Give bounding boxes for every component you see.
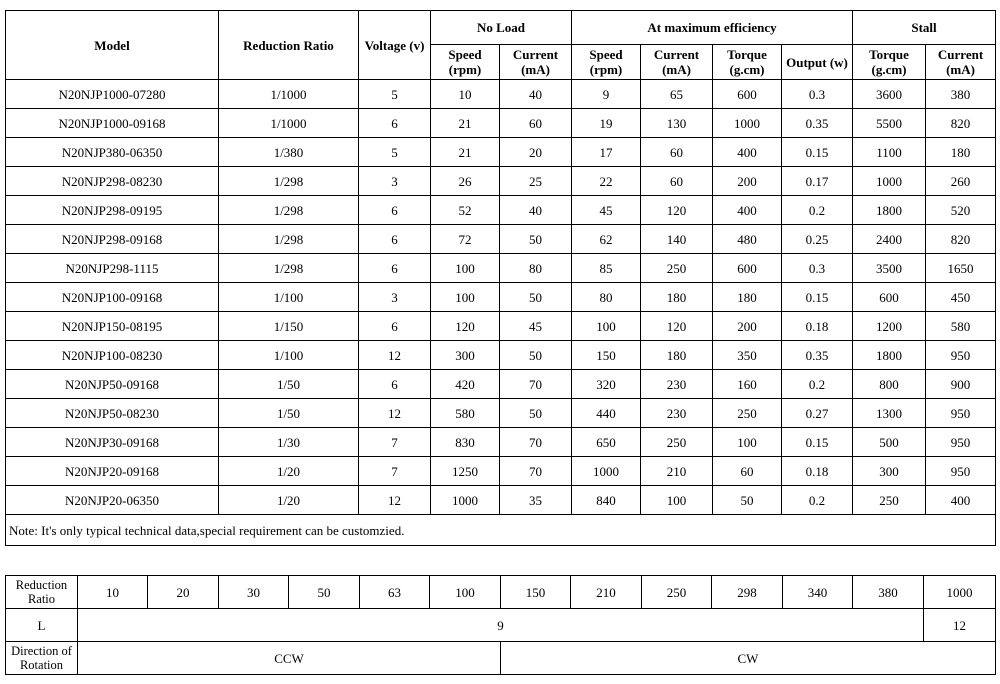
table-cell: 800 — [853, 370, 926, 399]
table-cell: 1800 — [853, 341, 926, 370]
table-cell: 520 — [926, 196, 996, 225]
table-cell: 12 — [359, 399, 431, 428]
table-cell: 1/50 — [219, 370, 359, 399]
table-cell: 1/298 — [219, 167, 359, 196]
table-cell: 0.2 — [782, 196, 853, 225]
table-cell: 100 — [431, 254, 500, 283]
table-cell: 950 — [926, 428, 996, 457]
table-cell: 180 — [713, 283, 782, 312]
table-cell: 45 — [500, 312, 572, 341]
table-cell: 0.35 — [782, 341, 853, 370]
l-value-main: 9 — [78, 609, 924, 642]
table-cell: 2400 — [853, 225, 926, 254]
table-cell: 20 — [500, 138, 572, 167]
table-cell: 1/30 — [219, 428, 359, 457]
table-cell: 500 — [853, 428, 926, 457]
table-cell: 1/298 — [219, 225, 359, 254]
table-cell: 0.15 — [782, 428, 853, 457]
table-cell: 6 — [359, 370, 431, 399]
table-cell: 950 — [926, 457, 996, 486]
table-cell: 0.3 — [782, 80, 853, 109]
table-row — [6, 283, 996, 312]
table-row — [6, 225, 996, 254]
table-cell: 40 — [500, 196, 572, 225]
table-cell: 0.2 — [782, 370, 853, 399]
table-cell: 9 — [572, 80, 641, 109]
table-cell: 380 — [926, 80, 996, 109]
table-cell: 80 — [572, 283, 641, 312]
table-cell: 120 — [641, 312, 713, 341]
table-row — [6, 399, 996, 428]
table-cell: 120 — [641, 196, 713, 225]
table-cell: 260 — [926, 167, 996, 196]
table-cell: 650 — [572, 428, 641, 457]
table-cell: 19 — [572, 109, 641, 138]
table-cell: 17 — [572, 138, 641, 167]
table-cell: 7 — [359, 457, 431, 486]
table-cell: 600 — [713, 254, 782, 283]
table-cell: 450 — [926, 283, 996, 312]
ratio-value: 63 — [360, 576, 430, 609]
header-stall: Stall — [853, 11, 996, 45]
table-note: Note: It's only typical technical data,special requirement can be customzied. — [6, 515, 996, 546]
table-cell: 480 — [713, 225, 782, 254]
table-cell: 180 — [926, 138, 996, 167]
motor-spec-table — [5, 10, 996, 546]
ratio-table — [5, 575, 996, 675]
table-row — [6, 457, 996, 486]
table-cell: 100 — [641, 486, 713, 515]
table-cell: N20NJP50-09168 — [6, 370, 219, 399]
table-cell: 140 — [641, 225, 713, 254]
table-cell: N20NJP1000-07280 — [6, 80, 219, 109]
table-cell: 6 — [359, 225, 431, 254]
table-cell: N20NJP100-08230 — [6, 341, 219, 370]
table-cell: 250 — [713, 399, 782, 428]
table-cell: 0.18 — [782, 312, 853, 341]
table-cell: 600 — [713, 80, 782, 109]
table-cell: 60 — [641, 138, 713, 167]
table-cell: 1/100 — [219, 341, 359, 370]
table-cell: 250 — [641, 254, 713, 283]
table-cell: 0.25 — [782, 225, 853, 254]
table-cell: 200 — [713, 167, 782, 196]
table-cell: 160 — [713, 370, 782, 399]
table-cell: 6 — [359, 312, 431, 341]
table-cell: 1000 — [572, 457, 641, 486]
table-cell: 230 — [641, 399, 713, 428]
table-cell: 320 — [572, 370, 641, 399]
table-cell: 200 — [713, 312, 782, 341]
header-no-load: No Load — [431, 11, 572, 45]
table-cell: 580 — [431, 399, 500, 428]
ratio-value: 298 — [712, 576, 783, 609]
table-row — [6, 428, 996, 457]
table-cell: 950 — [926, 341, 996, 370]
table-cell: N20NJP30-09168 — [6, 428, 219, 457]
table-cell: 22 — [572, 167, 641, 196]
table-cell: 0.27 — [782, 399, 853, 428]
table-cell: 1/100 — [219, 283, 359, 312]
ratio-value: 20 — [148, 576, 219, 609]
table-cell: 1/1000 — [219, 80, 359, 109]
table-cell: 52 — [431, 196, 500, 225]
table-cell: 300 — [431, 341, 500, 370]
table-cell: 900 — [926, 370, 996, 399]
table-cell: 5500 — [853, 109, 926, 138]
table-cell: 21 — [431, 109, 500, 138]
table-cell: 70 — [500, 457, 572, 486]
table-cell: 6 — [359, 196, 431, 225]
table-cell: 820 — [926, 225, 996, 254]
table-cell: 420 — [431, 370, 500, 399]
header-stall-current: Current (mA) — [926, 45, 996, 80]
ratio-value: 100 — [430, 576, 501, 609]
table-cell: 45 — [572, 196, 641, 225]
table-cell: 250 — [853, 486, 926, 515]
ratio-value: 380 — [853, 576, 924, 609]
l-value-last: 12 — [924, 609, 996, 642]
table-cell: 0.15 — [782, 283, 853, 312]
table-cell: 250 — [641, 428, 713, 457]
table-cell: 120 — [431, 312, 500, 341]
table-cell: 72 — [431, 225, 500, 254]
table-cell: N20NJP20-09168 — [6, 457, 219, 486]
table-cell: 950 — [926, 399, 996, 428]
l-label: L — [6, 609, 78, 642]
table-cell: 5 — [359, 138, 431, 167]
table-cell: 400 — [713, 196, 782, 225]
table-cell: 1/150 — [219, 312, 359, 341]
table-cell: 1/1000 — [219, 109, 359, 138]
table-cell: N20NJP1000-09168 — [6, 109, 219, 138]
table-row — [6, 196, 996, 225]
table-cell: 1300 — [853, 399, 926, 428]
table-cell: 0.35 — [782, 109, 853, 138]
table-cell: 7 — [359, 428, 431, 457]
table-cell: 100 — [431, 283, 500, 312]
table-cell: 440 — [572, 399, 641, 428]
table-cell: 100 — [572, 312, 641, 341]
table-cell: N20NJP50-08230 — [6, 399, 219, 428]
header-eff-current: Current (mA) — [641, 45, 713, 80]
table-cell: 12 — [359, 341, 431, 370]
table-cell: 50 — [500, 283, 572, 312]
table-cell: 180 — [641, 283, 713, 312]
ratio-value: 150 — [501, 576, 571, 609]
table-cell: N20NJP298-09168 — [6, 225, 219, 254]
table-cell: 3 — [359, 167, 431, 196]
table-cell: 1/50 — [219, 399, 359, 428]
table-cell: 0.3 — [782, 254, 853, 283]
table-cell: 50 — [500, 399, 572, 428]
table-cell: 1650 — [926, 254, 996, 283]
table-cell: 180 — [641, 341, 713, 370]
table-cell: 0.15 — [782, 138, 853, 167]
table-cell: 0.17 — [782, 167, 853, 196]
table-row — [6, 138, 996, 167]
ratio-value: 10 — [78, 576, 148, 609]
header-eff-output: Output (w) — [782, 45, 853, 80]
table-cell: 580 — [926, 312, 996, 341]
table-cell: 65 — [641, 80, 713, 109]
table-row — [6, 254, 996, 283]
table-cell: 50 — [500, 341, 572, 370]
table-cell: 21 — [431, 138, 500, 167]
table-cell: 6 — [359, 254, 431, 283]
table-cell: 150 — [572, 341, 641, 370]
table-cell: 830 — [431, 428, 500, 457]
table-row — [6, 312, 996, 341]
table-cell: N20NJP298-08230 — [6, 167, 219, 196]
table-cell: 230 — [641, 370, 713, 399]
table-cell: N20NJP150-08195 — [6, 312, 219, 341]
table-cell: 820 — [926, 109, 996, 138]
table-cell: 80 — [500, 254, 572, 283]
table-row — [6, 167, 996, 196]
table-row — [6, 370, 996, 399]
table-cell: 0.18 — [782, 457, 853, 486]
table-cell: 1000 — [431, 486, 500, 515]
table-cell: 25 — [500, 167, 572, 196]
table-row — [6, 80, 996, 109]
table-cell: 0.2 — [782, 486, 853, 515]
header-stall-torque: Torque (g.cm) — [853, 45, 926, 80]
direction-cw: CW — [501, 642, 996, 675]
header-eff-torque: Torque (g.cm) — [713, 45, 782, 80]
ratio-value: 340 — [783, 576, 853, 609]
table-cell: 60 — [641, 167, 713, 196]
table-cell: 12 — [359, 486, 431, 515]
table-cell: 210 — [641, 457, 713, 486]
table-cell: 350 — [713, 341, 782, 370]
table-cell: 400 — [713, 138, 782, 167]
table-cell: N20NJP100-09168 — [6, 283, 219, 312]
table-cell: 62 — [572, 225, 641, 254]
table-cell: 1/20 — [219, 457, 359, 486]
ratio-value: 1000 — [924, 576, 996, 609]
table-cell: 100 — [713, 428, 782, 457]
table-row — [6, 486, 996, 515]
header-no-load-current: Current (mA) — [500, 45, 572, 80]
table-cell: 1000 — [853, 167, 926, 196]
ratio-value: 30 — [219, 576, 289, 609]
header-no-load-speed: Speed (rpm) — [431, 45, 500, 80]
table-cell: 1200 — [853, 312, 926, 341]
table-cell: 300 — [853, 457, 926, 486]
ratio-value: 250 — [642, 576, 712, 609]
header-model: Model — [6, 11, 219, 80]
table-cell: 130 — [641, 109, 713, 138]
table-cell: 70 — [500, 370, 572, 399]
header-eff-speed: Speed (rpm) — [572, 45, 641, 80]
direction-label: Direction of Rotation — [6, 642, 78, 675]
table-cell: 50 — [713, 486, 782, 515]
table-cell: 1100 — [853, 138, 926, 167]
table-cell: 3600 — [853, 80, 926, 109]
table-cell: 50 — [500, 225, 572, 254]
table-cell: 600 — [853, 283, 926, 312]
table-cell: 1800 — [853, 196, 926, 225]
table-cell: N20NJP20-06350 — [6, 486, 219, 515]
table-cell: 40 — [500, 80, 572, 109]
table-cell: 26 — [431, 167, 500, 196]
ratio-value: 210 — [571, 576, 642, 609]
table-cell: 70 — [500, 428, 572, 457]
table-cell: N20NJP298-1115 — [6, 254, 219, 283]
table-row — [6, 341, 996, 370]
direction-ccw: CCW — [78, 642, 501, 675]
table-cell: 35 — [500, 486, 572, 515]
table-cell: 6 — [359, 109, 431, 138]
table-cell: 840 — [572, 486, 641, 515]
table-cell: 5 — [359, 80, 431, 109]
ratio-value: 50 — [289, 576, 360, 609]
table-cell: 1/298 — [219, 196, 359, 225]
header-voltage: Voltage (v) — [359, 11, 431, 80]
table-cell: 400 — [926, 486, 996, 515]
header-max-efficiency: At maximum efficiency — [572, 11, 853, 45]
table-cell: 3 — [359, 283, 431, 312]
reduction-ratio-label: Reduction Ratio — [6, 576, 78, 609]
table-cell: 60 — [500, 109, 572, 138]
table-row — [6, 109, 996, 138]
table-cell: 1/380 — [219, 138, 359, 167]
header-reduction-ratio: Reduction Ratio — [219, 11, 359, 80]
table-cell: 60 — [713, 457, 782, 486]
table-cell: 1250 — [431, 457, 500, 486]
table-cell: 85 — [572, 254, 641, 283]
table-cell: 1/20 — [219, 486, 359, 515]
table-cell: 3500 — [853, 254, 926, 283]
table-cell: 10 — [431, 80, 500, 109]
table-cell: 1/298 — [219, 254, 359, 283]
table-cell: N20NJP380-06350 — [6, 138, 219, 167]
table-cell: 1000 — [713, 109, 782, 138]
table-cell: N20NJP298-09195 — [6, 196, 219, 225]
